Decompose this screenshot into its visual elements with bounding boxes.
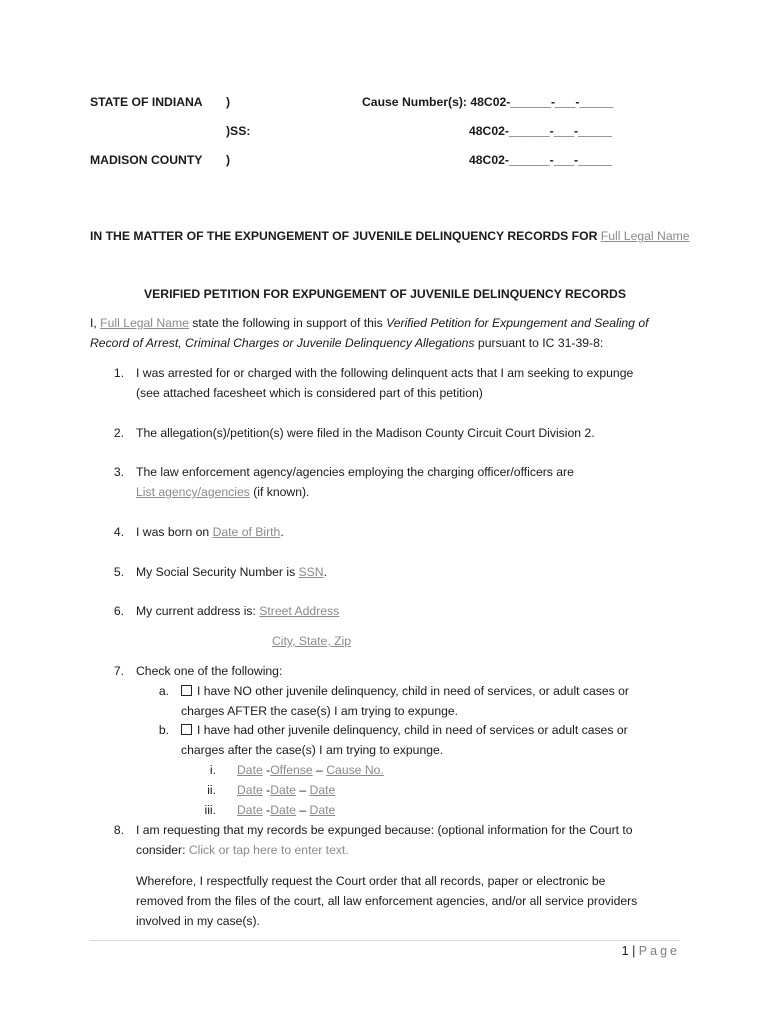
caption-paren: ): [226, 95, 231, 109]
page-separator: |: [628, 944, 639, 958]
intro-post: pursuant to IC 31-39-8:: [474, 336, 604, 350]
item-7-line: Check one of the following:: [136, 664, 283, 678]
separator: -: [262, 763, 271, 777]
item-7a-line-1: [181, 683, 629, 699]
subitem-letter: a.: [158, 684, 169, 698]
agency-field[interactable]: List agency/agencies: [136, 485, 250, 499]
item-8-line-1: I am requesting that my records be expunged because: (optional information for the Court to: [136, 823, 633, 837]
case-row-3: [237, 802, 335, 818]
item-4-pre: I was born on: [136, 525, 213, 539]
city-state-zip-field[interactable]: City, State, Zip: [272, 634, 352, 648]
date-field[interactable]: Date: [309, 783, 336, 797]
page-word: Page: [638, 944, 680, 958]
item-number: 7.: [113, 664, 124, 678]
item-number: 1.: [113, 366, 124, 380]
cause-number-2: 48C02-______-___-_____: [469, 124, 612, 138]
item-6-pre: My current address is:: [136, 604, 260, 618]
intro-pre: I,: [90, 316, 101, 330]
item-6-line: [136, 603, 339, 619]
item-number: 4.: [113, 525, 124, 539]
ssn-field[interactable]: SSN: [298, 565, 324, 579]
date-field[interactable]: Date: [309, 803, 336, 817]
separator: –: [295, 783, 310, 797]
case-row-2: [237, 782, 335, 798]
item-number: 5.: [113, 565, 124, 579]
separator: -: [262, 783, 271, 797]
state-label: STATE OF INDIANA: [90, 95, 203, 109]
matter-text: IN THE MATTER OF THE EXPUNGEMENT OF JUVENILE DELINQUENCY RECORDS FOR: [90, 229, 601, 243]
item-8-line-2: [136, 842, 349, 858]
separator: -: [262, 803, 271, 817]
page-footer: [622, 944, 680, 958]
item-3-post: (if known).: [249, 485, 310, 499]
item-7a-line-2: charges AFTER the case(s) I am trying to expunge.: [181, 704, 459, 718]
date-field[interactable]: Date: [237, 783, 263, 797]
roman-number: i.: [209, 763, 216, 777]
item-7a-text: I have NO other juvenile delinquency, child in need of services, or adult cases or: [197, 684, 629, 698]
intro-line-1: [90, 315, 649, 331]
subitem-letter: b.: [158, 723, 169, 737]
date-of-birth-field[interactable]: Date of Birth: [212, 525, 281, 539]
item-3-line-1: The law enforcement agency/agencies employing the charging officer/officers are: [136, 465, 574, 479]
full-legal-name-field[interactable]: Full Legal Name: [100, 316, 189, 330]
roman-number: ii.: [207, 783, 216, 797]
street-address-field[interactable]: Street Address: [259, 604, 340, 618]
item-5-post: .: [323, 565, 327, 579]
separator: –: [312, 763, 327, 777]
date-field[interactable]: Date: [237, 803, 263, 817]
item-4-post: .: [280, 525, 284, 539]
city-state-zip-line: [272, 633, 351, 649]
page-number: 1: [621, 944, 629, 958]
item-5-line: [136, 564, 327, 580]
intro-italic: Record of Arrest, Criminal Charges or Juvenile Delinquency Allegations: [90, 336, 475, 350]
checkbox-no-other-cases[interactable]: [181, 685, 192, 696]
item-7b-line-2: charges after the case(s) I am trying to expunge.: [181, 743, 444, 757]
item-7b-text: I have had other juvenile delinquency, child in need of services or adult cases or: [197, 723, 628, 737]
item-7b-line-1: [181, 722, 628, 738]
item-1-line-2: (see attached facesheet which is considered part of this petition): [136, 386, 483, 400]
county-label: MADISON COUNTY: [90, 153, 203, 167]
offense-field[interactable]: Offense: [270, 763, 313, 777]
item-4-line: [136, 524, 284, 540]
caption-paren: ): [226, 153, 231, 167]
wherefore-line-3: involved in my case(s).: [136, 914, 260, 928]
matter-heading: [90, 228, 690, 244]
item-number: 8.: [113, 823, 124, 837]
cause-no-field[interactable]: Cause No.: [326, 763, 384, 777]
roman-number: iii.: [204, 803, 216, 817]
petition-title: VERIFIED PETITION FOR EXPUNGEMENT OF JUVENILE DELINQUENCY RECORDS: [144, 287, 626, 301]
full-legal-name-field[interactable]: Full Legal Name: [600, 229, 690, 243]
intro-mid: state the following in support of this: [188, 316, 387, 330]
reason-text-field[interactable]: Click or tap here to enter text.: [188, 843, 349, 857]
separator: –: [295, 803, 310, 817]
wherefore-line-2: removed from the files of the court, all law enforcement agencies, and/or all service providers: [136, 894, 638, 908]
item-number: 2.: [113, 426, 124, 440]
wherefore-line-1: Wherefore, I respectfully request the Court order that all records, paper or electronic be: [136, 874, 606, 888]
item-5-pre: My Social Security Number is: [136, 565, 299, 579]
item-number: 3.: [113, 465, 124, 479]
intro-line-2: [90, 335, 603, 351]
ss-label: )SS:: [226, 124, 251, 138]
date-field[interactable]: Date: [237, 763, 263, 777]
checkbox-other-cases[interactable]: [181, 724, 192, 735]
cause-number-3: 48C02-______-___-_____: [469, 153, 612, 167]
item-3-line-2: [136, 484, 309, 500]
item-2-line-1: The allegation(s)/petition(s) were filed in the Madison County Circuit Court Division 2.: [136, 426, 595, 440]
footer-divider: [90, 940, 680, 941]
date-field[interactable]: Date: [270, 783, 296, 797]
item-1-line-1: I was arrested for or charged with the following delinquent acts that I am seeking to expunge: [136, 366, 634, 380]
cause-number-1: Cause Number(s): 48C02-______-___-_____: [362, 95, 614, 109]
date-field[interactable]: Date: [270, 803, 296, 817]
item-8-pre: consider:: [136, 843, 189, 857]
item-number: 6.: [113, 604, 124, 618]
intro-italic: Verified Petition for Expungement and Sealing of: [386, 316, 649, 330]
case-row-1: [237, 762, 384, 778]
